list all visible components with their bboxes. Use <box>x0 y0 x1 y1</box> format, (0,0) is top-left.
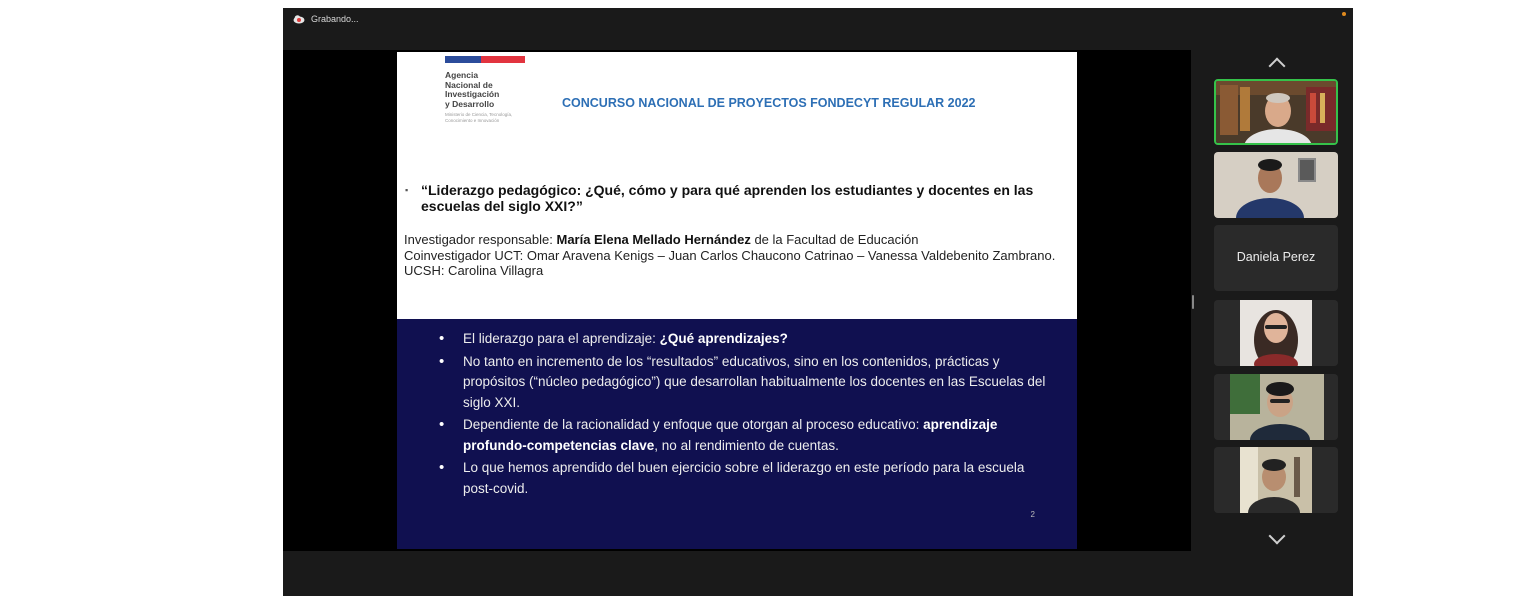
bullet-item <box>439 329 1057 350</box>
anid-logo <box>445 56 527 123</box>
participant-video-tile[interactable] <box>1214 79 1338 145</box>
logo-name <box>445 71 527 109</box>
chevron-down-icon[interactable] <box>1269 528 1286 545</box>
panel-resize-handle[interactable] <box>1192 295 1194 309</box>
logo-stripe-blue <box>445 56 481 63</box>
meeting-window <box>283 8 1353 596</box>
participant-video-tile[interactable] <box>1214 152 1338 218</box>
logo-name-line: Investigación <box>445 89 500 99</box>
logo-name-line: Agencia <box>445 70 479 80</box>
bullet-item <box>439 415 1057 456</box>
logo-name-line: y Desarrollo <box>445 98 495 109</box>
logo-stripe-red <box>481 56 525 63</box>
bullet-3-prefix: Dependiente de la racionalidad y enfoque que otorgan al proceso educativo: <box>463 417 924 432</box>
cloud-recording-icon <box>293 14 305 24</box>
recording-indicator[interactable] <box>293 14 359 24</box>
slide-number: 2 <box>1030 510 1035 519</box>
status-dot <box>1342 12 1346 16</box>
recording-label: Grabando... <box>311 14 359 24</box>
coinvestigators: Coinvestigador UCT: Omar Aravena Kenigs – Juan Carlos Chaucono Catrinao – Vanessa Valdebenito Zambrano. UCSH: Carolina Villagra <box>404 247 1056 278</box>
responsible-name: María Elena Mellado Hernández <box>556 232 751 247</box>
video-feed-icon <box>1214 374 1338 440</box>
project-title-text: “Liderazgo pedagógico: ¿Qué, cómo y para qué aprenden los estudiantes y docentes en las escuelas del siglo XXI?” <box>421 182 1034 214</box>
participant-name-tile[interactable] <box>1214 225 1338 291</box>
screen-share-area <box>283 50 1191 551</box>
participant-name: Daniela Perez <box>1236 250 1316 264</box>
bullet-4-text: Lo que hemos aprendido del buen ejercicio sobre el liderazgo en este período para la escuela post-covid. <box>463 460 1025 496</box>
chevron-up-icon[interactable] <box>1269 58 1286 75</box>
responsible-suffix: de la Facultad de Educación <box>750 232 919 247</box>
video-feed-icon <box>1214 152 1338 218</box>
bullet-list <box>397 319 1077 499</box>
participant-video-tile[interactable] <box>1214 374 1338 440</box>
top-bar <box>283 8 1353 34</box>
bullet-3-bold: aprendizaje profundo-competencias clave <box>463 417 998 453</box>
video-feed-icon <box>1214 300 1338 366</box>
slide-header <box>397 52 1077 164</box>
bullet-icon: ▪ <box>405 185 409 195</box>
bullet-item <box>439 458 1057 499</box>
slide-dark-section <box>397 319 1077 549</box>
bullet-2-text: No tanto en incremento de los “resultados” educativos, sino en los contenidos, prácticas y propósitos (“núcleo pedagógico”) que desarrollan habitualmente los docentes en las Escuelas del siglo XXI. <box>463 353 1046 410</box>
participant-video-tile[interactable] <box>1214 300 1338 366</box>
project-title <box>405 182 1067 214</box>
logo-subtitle: Ministerio de Ciencia, Tecnología, Conocimiento e Innovación <box>445 112 513 123</box>
responsible-line <box>404 232 1069 248</box>
bullet-1-prefix: El liderazgo para el aprendizaje: <box>463 331 660 346</box>
bullet-3-suffix: , no al rendimiento de cuentas. <box>654 437 839 453</box>
logo-stripe <box>445 56 525 63</box>
logo-name-line: Nacional de <box>445 79 493 90</box>
slide-title: CONCURSO NACIONAL DE PROYECTOS FONDECYT REGULAR 2022 <box>562 96 976 110</box>
responsible-prefix: Investigador responsable: <box>404 232 557 247</box>
presentation-slide <box>397 52 1077 549</box>
bullet-item <box>439 352 1057 414</box>
credits <box>404 232 1069 279</box>
participant-video-tile[interactable] <box>1214 447 1338 513</box>
video-feed-icon <box>1214 447 1338 513</box>
video-feed-icon <box>1216 81 1338 145</box>
bullet-1-bold: ¿Qué aprendizajes? <box>659 331 788 346</box>
